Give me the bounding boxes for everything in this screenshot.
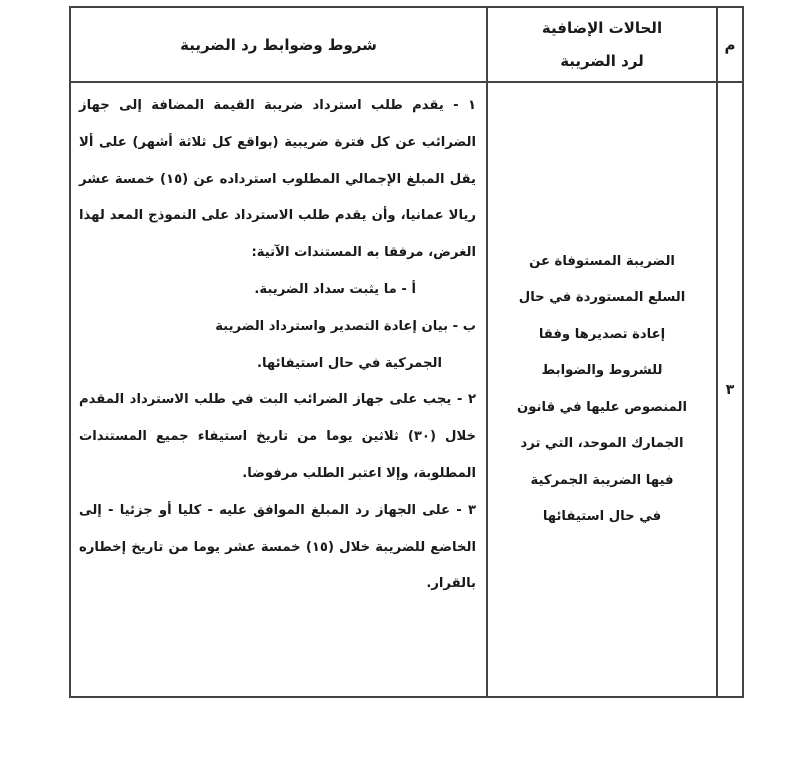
condition-sub-b-continued: الجمركية في حال استيفائها. — [256, 355, 442, 371]
case-line: في حال استيفائها — [542, 509, 662, 524]
header-cases-line: الحالات الإضافية — [541, 18, 663, 37]
header-cases-line: لرد الضريبة — [560, 51, 644, 70]
condition-item-2: ٢ - يجب على جهاز الضرائب البت في طلب الاسترداد المقدم خلال (٣٠) ثلاثين يوما من تاريخ استيفاء جميع المستندات المطلوبة، وإلا اعتبر الطلب مرفوضا. — [79, 392, 477, 481]
case-line: المنصوص عليها في قانون — [517, 399, 687, 415]
case-line: الجمارك الموحد، التي ترد — [520, 436, 684, 451]
case-line: الضريبة المستوفاة عن — [529, 253, 675, 269]
case-line: إعادة تصديرها وفقا — [538, 326, 666, 342]
condition-sub-a: أ - ما يثبت سداد الضريبة. — [254, 281, 416, 297]
case-line: فيها الضريبة الجمركية — [530, 472, 674, 488]
header-number: م — [724, 35, 736, 54]
condition-item-3: ٣ - على الجهاز رد المبلغ الموافق عليه - كليا أو جزئيا - إلى الخاضع للضريبة خلال (١٥) خمسة عشر يوما من تاريخ إخطاره بالقرار. — [79, 502, 476, 592]
additional-case-description — [488, 83, 716, 696]
condition-sub-b: ب - بيان إعادة التصدير واسترداد الضريبة — [215, 318, 476, 334]
row-number: ٣ — [725, 381, 735, 398]
case-line: السلع المستوردة في حال — [518, 290, 686, 305]
header-additional-cases — [488, 8, 716, 81]
tax-refund-table — [69, 6, 744, 698]
condition-item-1: ١ - يقدم طلب استرداد ضريبة القيمة المضافة إلى جهاز الضرائب عن كل فترة ضريبية (بواقع كل ثلاثة أشهر) على ألا يقل المبلغ الإجمالي المطلوب استرداده عن (١٥) خمسة عشر ريالا عمانيا، وأن يقدم طلب الاسترداد على النموذج المعد لهذا الغرض، مرفقا به المستندات الآتية: — [79, 98, 476, 261]
case-line: للشروط والضوابط — [541, 363, 663, 378]
refund-conditions — [71, 83, 486, 696]
header-conditions: شروط وضوابط رد الضريبة — [180, 35, 377, 54]
